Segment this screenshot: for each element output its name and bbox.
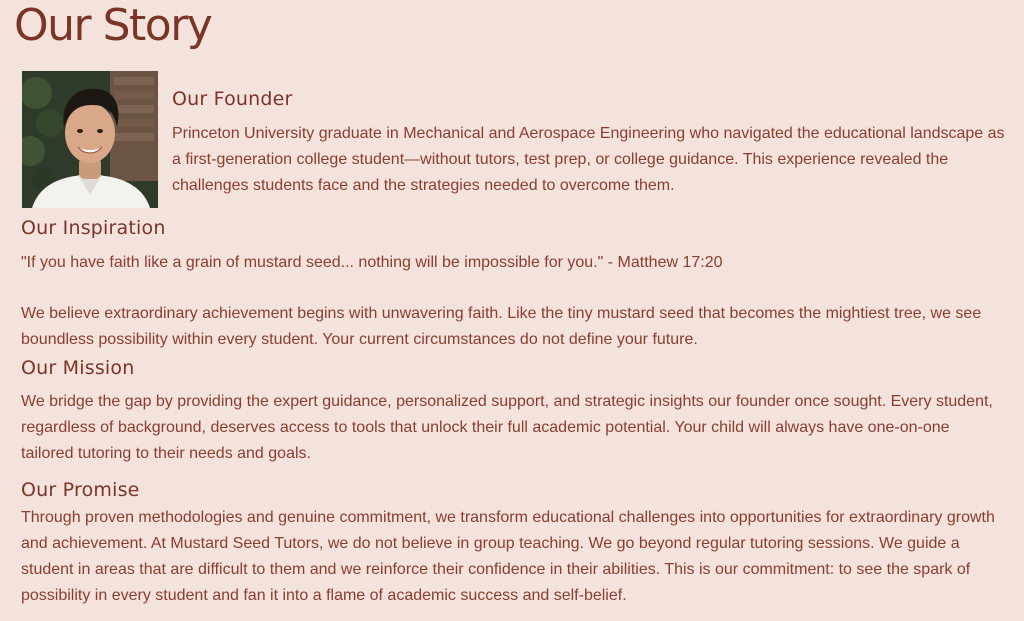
- inspiration-quote: "If you have faith like a grain of mustard seed... nothing will be impossible for you." - Matthew 17:20: [21, 254, 723, 271]
- page-title: Our Story: [14, 0, 212, 51]
- inspiration-heading: Our Inspiration: [21, 217, 166, 239]
- founder-text: Princeton University graduate in Mechanical and Aerospace Engineering who navigated the educational landscape as a first-generation college student—without tutors, test prep, or college guidance. This experience revealed the challenges students face and the strategies needed to overcome them.: [172, 125, 1005, 194]
- promise-text: Through proven methodologies and genuine commitment, we transform educational challenges into opportunities for extraordinary growth and achievement. At Mustard Seed Tutors, we do not believe in group teaching. We go beyond regular tutoring sessions. We guide a student in areas that are difficult to them and we reinforce their confidence in their abilities. This is our commitment: to see the spark of possibility in every student and fan it into a flame of academic success and self-belief.: [21, 509, 995, 604]
- promise-heading: Our Promise: [21, 479, 140, 501]
- mission-text: We bridge the gap by providing the expert guidance, personalized support, and strategic insights our founder once sought. Every student, regardless of background, deserves access to tools that unlock their full academic potential. Your child will always have one-on-one tailored tutoring to their needs and goals.: [21, 393, 993, 462]
- founder-photo: [22, 71, 158, 208]
- founder-heading: Our Founder: [172, 88, 293, 110]
- inspiration-text: We believe extraordinary achievement begins with unwavering faith. Like the tiny mustard seed that becomes the mightiest tree, we see boundless possibility within every student. Your current circumstances do not define your future.: [21, 305, 982, 348]
- mission-heading: Our Mission: [21, 357, 135, 379]
